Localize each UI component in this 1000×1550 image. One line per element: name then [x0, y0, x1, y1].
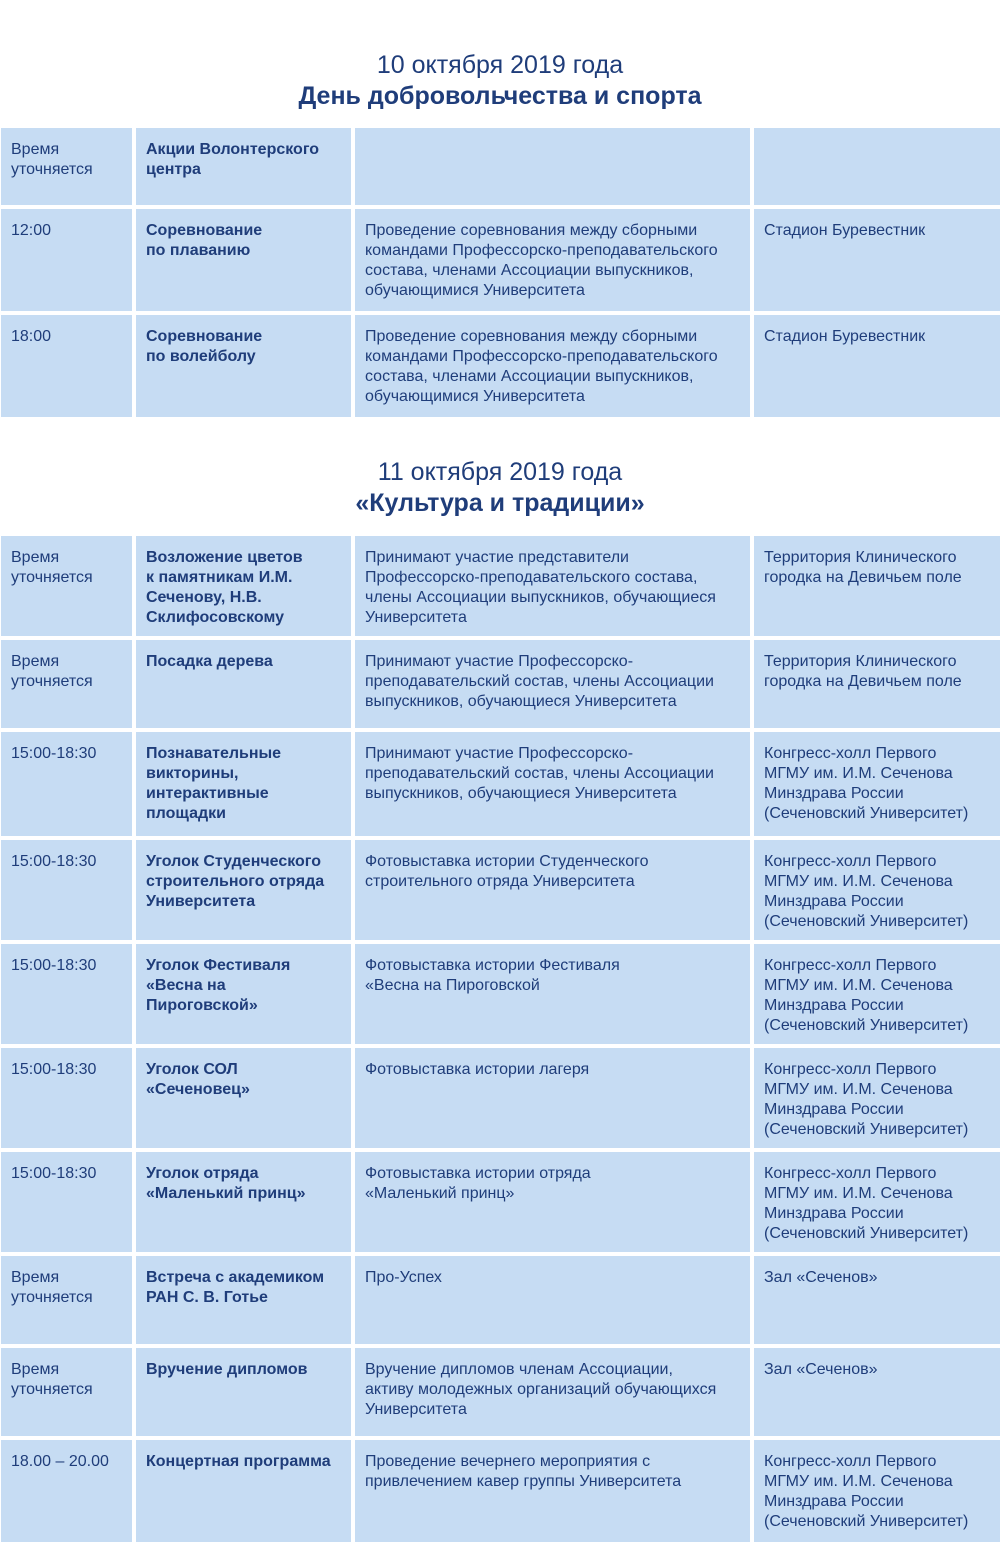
description-cell	[355, 128, 750, 205]
table-row	[1, 1256, 1000, 1344]
time-cell: 15:00-18:30	[1, 840, 132, 940]
event-cell: Познавательные викторины, интерактивные площадки	[136, 732, 351, 836]
description-cell: Про-Успех	[355, 1256, 750, 1344]
description-cell: Фотовыставка истории Студенческого строительного отряда Университета	[355, 840, 750, 940]
place-cell: Стадион Буревестник	[754, 315, 1000, 417]
event-cell: Акции Волонтерского центра	[136, 128, 351, 205]
place-cell: Конгресс-холл Первого МГМУ им. И.М. Сеченова Минздрава России (Сеченовский Университет)	[754, 840, 1000, 940]
description-cell: Принимают участие представители Профессорско-преподавательского состава, члены Ассоциации выпускников, обучающиеся Университета	[355, 536, 750, 636]
event-cell: Уголок Студенческого строительного отряда Университета	[136, 840, 351, 940]
place-cell: Конгресс-холл Первого МГМУ им. И.М. Сеченова Минздрава России (Сеченовский Университет)	[754, 1440, 1000, 1542]
event-cell: Уголок СОЛ «Сеченовец»	[136, 1048, 351, 1148]
table-row	[1, 536, 1000, 636]
table-row	[1, 315, 1000, 417]
event-cell: Соревнование по волейболу	[136, 315, 351, 417]
time-cell: 12:00	[1, 209, 132, 311]
table-row	[1, 732, 1000, 836]
table-row	[1, 1440, 1000, 1542]
description-cell: Принимают участие Профессорско- преподавательский состав, члены Ассоциации выпускников, обучающиеся Университета	[355, 640, 750, 728]
place-cell: Конгресс-холл Первого МГМУ им. И.М. Сеченова Минздрава России (Сеченовский Университет)	[754, 1048, 1000, 1148]
table-row	[1, 944, 1000, 1044]
place-cell: Зал «Сеченов»	[754, 1348, 1000, 1436]
time-cell: 18:00	[1, 315, 132, 417]
table-row	[1, 209, 1000, 311]
table-row	[1, 840, 1000, 940]
place-cell: Конгресс-холл Первого МГМУ им. И.М. Сеченова Минздрава России (Сеченовский Университет)	[754, 1152, 1000, 1252]
time-cell: 15:00-18:30	[1, 944, 132, 1044]
table-row	[1, 1048, 1000, 1148]
event-cell: Встреча с академиком РАН С. В. Готье	[136, 1256, 351, 1344]
event-cell: Соревнование по плаванию	[136, 209, 351, 311]
time-cell: Время уточняется	[1, 536, 132, 636]
day1-header	[0, 50, 1000, 112]
table-row	[1, 640, 1000, 728]
day2-header	[0, 457, 1000, 519]
day2-date: 11 октября 2019 года	[377, 458, 623, 486]
place-cell: Конгресс-холл Первого МГМУ им. И.М. Сеченова Минздрава России (Сеченовский Университет)	[754, 944, 1000, 1044]
day1-date: 10 октября 2019 года	[376, 51, 624, 79]
day2-title: «Культура и традиции»	[355, 489, 645, 517]
time-cell: Время уточняется	[1, 640, 132, 728]
place-cell: Территория Клинического городка на Девичьем поле	[754, 536, 1000, 636]
description-cell: Фотовыставка истории Фестиваля «Весна на Пироговской	[355, 944, 750, 1044]
description-cell: Вручение дипломов членам Ассоциации, активу молодежных организаций обучающихся Университета	[355, 1348, 750, 1436]
description-cell: Проведение вечернего мероприятия с привлечением кавер группы Университета	[355, 1440, 750, 1542]
event-cell: Возложение цветов к памятникам И.М. Сеченову, Н.В. Склифосовскому	[136, 536, 351, 636]
event-cell: Уголок отряда «Маленький принц»	[136, 1152, 351, 1252]
event-cell: Концертная программа	[136, 1440, 351, 1542]
day2-schedule-table	[0, 532, 1000, 1546]
time-cell: Время уточняется	[1, 1256, 132, 1344]
place-cell: Конгресс-холл Первого МГМУ им. И.М. Сеченова Минздрава России (Сеченовский Университет)	[754, 732, 1000, 836]
time-cell: 15:00-18:30	[1, 732, 132, 836]
time-cell: 15:00-18:30	[1, 1152, 132, 1252]
event-cell: Вручение дипломов	[136, 1348, 351, 1436]
place-cell: Территория Клинического городка на Девичьем поле	[754, 640, 1000, 728]
time-cell: 15:00-18:30	[1, 1048, 132, 1148]
time-cell: 18.00 – 20.00	[1, 1440, 132, 1542]
day1-schedule-table	[0, 124, 1000, 421]
table-row	[1, 1348, 1000, 1436]
place-cell: Стадион Буревестник	[754, 209, 1000, 311]
event-cell: Посадка дерева	[136, 640, 351, 728]
time-cell: Время уточняется	[1, 1348, 132, 1436]
table-row	[1, 128, 1000, 205]
place-cell	[754, 128, 1000, 205]
table-row	[1, 1152, 1000, 1252]
place-cell: Зал «Сеченов»	[754, 1256, 1000, 1344]
day1-title: День добровольчества и спорта	[298, 82, 702, 110]
description-cell: Проведение соревнования между сборными командами Профессорско-преподавательского состава, членами Ассоциации выпускников, обучающимися Университета	[355, 209, 750, 311]
event-cell: Уголок Фестиваля «Весна на Пироговской»	[136, 944, 351, 1044]
description-cell: Фотовыставка истории лагеря	[355, 1048, 750, 1148]
description-cell: Принимают участие Профессорско- преподавательский состав, члены Ассоциации выпускников, обучающиеся Университета	[355, 732, 750, 836]
time-cell: Время уточняется	[1, 128, 132, 205]
description-cell: Проведение соревнования между сборными командами Профессорско-преподавательского состава, членами Ассоциации выпускников, обучающимися Университета	[355, 315, 750, 417]
description-cell: Фотовыставка истории отряда «Маленький принц»	[355, 1152, 750, 1252]
